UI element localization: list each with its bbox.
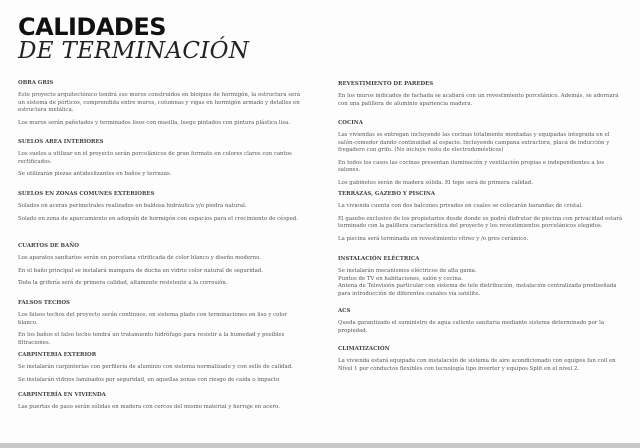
section-paragraph: Se utilizarán piezas antideslizantes en baños y terrazas. [18,171,172,178]
section-left-3 [18,243,306,293]
section-heading: CLIMATIZACIÓN [338,346,390,352]
section-left-4 [18,300,306,352]
section-right-0 [338,81,626,113]
section-heading: CUARTOS DE BAÑO [18,243,79,249]
section-paragraph: La vivienda estará equipada con instalación de sistema de aire acondicionado con equipos fan coil en Nivel 1 por conductos flexibles con tecnología tipo inverter y equipos Split en el nivel 2. [338,358,616,372]
section-heading: COCINA [338,120,363,126]
section-paragraph: Se instalarán carpinterías con perfilería de aluminio con sistema normalizado y con sello de calidad. [18,364,293,370]
section-right-3 [338,256,626,303]
section-heading: FALSOS TECHOS [18,300,70,306]
section-paragraph: En el baño principal se instalará mampara de ducha en vidrio color natural de seguridad. [18,267,263,274]
section-paragraph: Solados en aceras perimetrales realizados en baldosa hidráulica y/o piedra natural. [18,203,247,209]
section-heading: REVESTIMIENTO DE PAREDES [338,81,434,87]
section-left-0 [18,80,306,132]
section-paragraph: En los baños el falso techo tendrá un tratamiento hidrófugo para resistir a la humedad y posibles filtraciones. [18,332,285,346]
section-paragraph: En todos los casos las cocinas presentan iluminación y ventilación propias e independientes a los salones. [338,159,605,174]
section-paragraph: Los muros serán pañetados y terminados lisos con masilla, luego pintados con pintura plástica lisa. [18,119,291,126]
section-paragraph: Se instalarán mecanismos eléctricos de alta gama. Puntos de TV en habitaciones, salón y cocina. Antena de Televisión particular con sistema de tele distribución, instalación centralizada prediseñada para introducción de diferentes canales vía satélite. [338,268,617,297]
section-right-4 [338,308,626,340]
section-paragraph: Las puertas de paso serán sólidas en madera con cercos del mismo material y herraje en acero. [18,404,280,410]
section-paragraph: Los aparatos sanitarios serán en porcelana vitrificada de color blanco y diseño moderno. [18,255,261,261]
section-left-2 [18,191,306,228]
section-left-6 [18,392,306,417]
section-paragraph: Los gabinetes serán de madera sólida. El tope será de primera calidad. [338,179,533,186]
section-paragraph: Las viviendas se entregan incluyendo las cocinas totalmente montadas y equipadas integrada en el salón-comedor dando continuidad al espacio. Incluyendo campana extractora, placa de inducción y fregadero con grifo. (No incluye resto de electrodomésticos) [338,132,610,154]
section-heading: ACS [338,308,351,314]
section-right-2 [338,191,626,248]
section-paragraph: Este proyecto arquitectónico tendrá sus muros construidos en bloques de hormigón, la estructura será un sistema de pórticos, comprendida entre muros, columnas y vigas en hormigón armado y detalles en estructura metálica. [18,92,301,114]
section-right-1 [338,120,626,193]
section-paragraph: Los falsos techos del proyecto serán continuos, en sistema plado con terminaciones en liso y color blanco. [18,312,287,326]
section-heading: OBRA GRIS [18,80,54,86]
section-paragraph: Solado en zona de aparcamiento en adoquín de hormigón con espacios para el crecimiento de césped. [18,215,298,222]
section-paragraph: La piscina será terminada en revestimiento vítreo y /o gres cerámico. [338,235,529,242]
section-heading: TERRAZAS, GAZEBO Y PISCINA [338,191,436,197]
section-paragraph: La vivienda cuenta con dos balcones privados en cuales se colocarán barandas de cristal. [338,203,583,209]
title-line-1: CALIDADES [18,13,167,41]
section-heading: INSTALACIÓN ELÉCTRICA [338,256,420,262]
section-heading: SUELOS EN ZONAS COMUNES EXTERIORES [18,191,155,197]
bottom-bar [0,443,640,448]
section-heading: CARPINTERÍA EN VIVIENDA [18,392,106,398]
section-left-1 [18,139,306,184]
section-heading: SUELOS AREA INTERIORES [18,139,104,145]
section-right-5 [338,346,626,378]
section-paragraph: Queda garantizado el suministro de agua caliente sanitaria mediante sistema determinado por la propiedad. [338,320,605,334]
section-left-5 [18,352,306,389]
section-heading: CARPINTERIA EXTERIOR [18,352,97,358]
section-paragraph: El gazebo exclusivo de los propietarios desde donde se podrá disfrutar de piscina con privacidad estará terminado con la palillera característica del proyecto y los revestimientos porcelánicos elegidos. [338,215,623,230]
title-line-2: DE TERMINACIÓN [18,38,250,64]
section-paragraph: Se instalarán vidrios laminados por seguridad, en aquellas zonas con riesgo de caída o impacto [18,376,280,383]
section-paragraph: Toda la grifería será de primera calidad, altamente resistente a la corrosión. [18,280,228,287]
section-paragraph: Los suelos a utilizar en el proyecto serán porcelánicos de gran formato en colores claros con cantos rectificados. [18,151,292,165]
section-paragraph: En los muros indicados de fachada se acabará con un revestimiento porcelánico. Además, se adornará con una palillera de aluminio apariencia madera. [338,93,619,107]
